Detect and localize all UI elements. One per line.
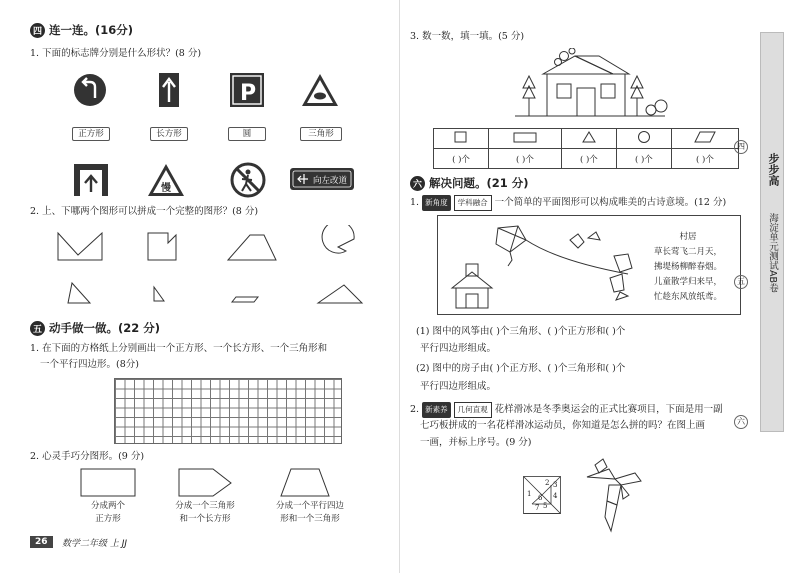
- straight-arrow-sign-icon: [159, 73, 179, 107]
- section-badge: 六: [410, 176, 425, 191]
- divide-rectangle: [81, 469, 135, 496]
- warning-triangle-sign-icon: [302, 74, 338, 106]
- square-icon: [454, 131, 468, 143]
- brand-text: 步步高: [767, 153, 780, 186]
- tangram-square: [523, 476, 561, 514]
- tag-new-literacy: 新素养: [422, 402, 451, 418]
- piece-parallelogram: [232, 297, 258, 302]
- svg-text:P: P: [240, 81, 257, 106]
- divide-caption-3: 分成一个平行四边 形和一个三角形: [275, 501, 344, 524]
- side-tab: [760, 32, 784, 432]
- drawing-grid[interactable]: [114, 378, 342, 444]
- triangle-icon: [582, 131, 596, 143]
- count-cell[interactable]: ( )个: [434, 149, 489, 169]
- parking-sign-icon: [230, 73, 264, 107]
- piece-m-shape: [58, 233, 102, 260]
- poem-line: 儿童散学归来早，: [653, 277, 722, 287]
- house-picture: [515, 48, 675, 120]
- question-5-1-line1: 1. 在下面的方格纸上分别画出一个正方形、一个长方形、一个三角形和: [30, 343, 328, 354]
- tangram-number: 6: [538, 494, 543, 502]
- divide-shapes: [75, 465, 365, 500]
- roof-triangle: [543, 56, 613, 74]
- piece-circle-cut: [322, 225, 354, 253]
- table-row: [434, 149, 739, 169]
- circle-icon: [637, 130, 651, 144]
- tangram-number: 5: [543, 502, 548, 510]
- problem-2-line3: 一画，并标上序号。(9 分): [420, 437, 532, 448]
- side-circle-4: 四: [734, 140, 748, 154]
- poem-title: 村居: [679, 232, 697, 242]
- rectangle-icon: [513, 131, 537, 143]
- book-title: 数学二年级 上 JJ: [62, 539, 128, 549]
- detour-sign-text: 向左改道: [313, 176, 348, 186]
- tangram-number: 4: [553, 492, 558, 500]
- section-title-text: 解决问题。(21 分): [429, 176, 529, 190]
- question-5-1-line2: 一个平行四边形。(8分): [40, 359, 139, 370]
- roof-parallelogram: [575, 56, 629, 74]
- tangram-number: 1: [527, 490, 532, 498]
- tangram-number: 7: [535, 504, 540, 512]
- answer-2-line2: 平行四边形组成。: [420, 381, 497, 392]
- poem-line: 忙趁东风放纸鸢。: [653, 292, 722, 302]
- tag-new-angle: 新角度: [422, 195, 451, 211]
- divide-pentagon: [179, 469, 231, 496]
- poem-line: 拂堤杨柳醉春烟。: [653, 262, 722, 272]
- sign-row-2: [70, 160, 360, 200]
- house-body: [547, 74, 625, 116]
- section-6-title: [410, 175, 529, 191]
- count-cell[interactable]: ( )个: [671, 149, 738, 169]
- poem-text: [638, 230, 738, 305]
- tangram-number: 2: [545, 479, 550, 487]
- problem-2-line2: 七巧板拼成的一名花样滑冰运动员，你知道是怎么拼的吗？在图上画: [420, 420, 706, 431]
- count-cell[interactable]: ( )个: [616, 149, 671, 169]
- section-4-title: [30, 22, 133, 38]
- answer-1-line2: 平行四边形组成。: [420, 343, 497, 354]
- question-3: 3. 数一数，填一填。(5 分): [410, 31, 525, 42]
- piece-triangle-wide: [318, 285, 362, 303]
- piece-trapezoid: [228, 235, 276, 260]
- count-table: [433, 128, 739, 169]
- tag-subject: 学科融合: [454, 195, 492, 211]
- section-title-text: 连一连。(16分): [49, 23, 134, 37]
- count-cell[interactable]: ( )个: [561, 149, 616, 169]
- side-circle-6: 六: [734, 415, 748, 429]
- right-page: [400, 0, 800, 573]
- no-pedestrian-sign-icon: [232, 164, 264, 196]
- question-2: 2. 上、下哪两个图形可以拼成一个完整的图形？(8 分): [30, 206, 259, 217]
- label-rectangle: 长方形: [150, 127, 188, 141]
- tag-geometry: 几何直观: [454, 402, 492, 418]
- parallelogram-icon: [694, 131, 716, 143]
- section-badge: 五: [30, 321, 45, 336]
- divide-caption-1: 分成两个 正方形: [90, 501, 125, 524]
- tangram-number: 3: [553, 481, 558, 489]
- answer-1-line1[interactable]: (1) 图中的风筝由( )个三角形、( )个正方形和( )个: [416, 326, 626, 337]
- problem-1-prompt: 1. 新角度 学科融合 一个简单的平面图形可以构成唯美的古诗意境。(12 分): [410, 195, 726, 211]
- problem-2-prompt: 2. 新素养 几何直观 花样滑冰是冬季奥运会的正式比赛项目，下面是用一副: [410, 402, 723, 418]
- label-square: 正方形: [72, 127, 110, 141]
- turn-left-sign-icon: [74, 74, 106, 106]
- exit-square-sign-icon: [74, 164, 108, 196]
- divide-trapezoid: [281, 469, 329, 496]
- section-badge: 四: [30, 23, 45, 38]
- piece-triangle-small: [68, 283, 90, 303]
- piece-triangle-thin: [154, 287, 164, 301]
- label-triangle: 三角形: [300, 127, 342, 141]
- section-title-text: 动手做一做。(22 分): [49, 321, 161, 335]
- poem-picture-box: [437, 215, 741, 315]
- divide-caption-2: 分成一个三角形 和一个长方形: [175, 501, 235, 524]
- page-number: 26: [30, 536, 53, 548]
- side-circle-5: 五: [734, 275, 748, 289]
- skater-silhouette[interactable]: [585, 455, 655, 535]
- question-5-2: 2. 心灵手巧分图形。(9 分): [30, 451, 145, 462]
- piece-flag-shape: [148, 233, 176, 260]
- table-row: [434, 129, 739, 149]
- count-cell[interactable]: ( )个: [488, 149, 561, 169]
- series-text: 海淀单元测试AB卷: [767, 213, 778, 293]
- slow-sign-text: 慢: [161, 183, 171, 194]
- answer-2-line1[interactable]: (2) 图中的房子由( )个正方形、( )个三角形和( )个: [416, 363, 626, 374]
- label-circle: 圆: [228, 127, 266, 141]
- poem-line: 草长莺飞二月天，: [653, 247, 722, 257]
- sign-row: [70, 70, 370, 110]
- shape-pieces: [50, 225, 380, 315]
- section-5-title: [30, 320, 160, 336]
- question-1: 1. 下面的标志牌分别是什么形状？(8 分): [30, 48, 202, 59]
